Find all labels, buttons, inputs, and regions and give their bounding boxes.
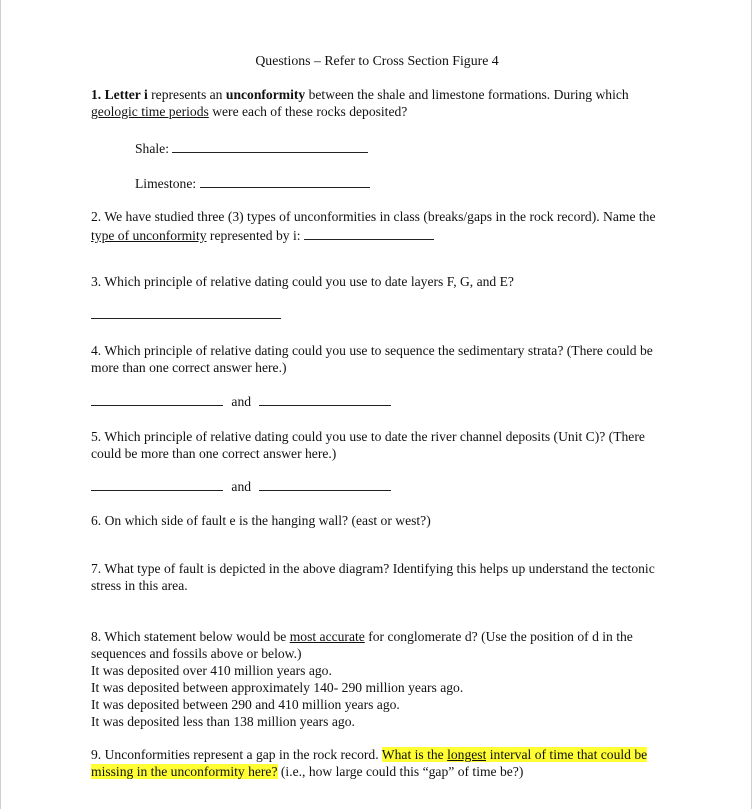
q1-shale-row [135,138,368,157]
q2-text-1: 2. We have studied three (3) types of unconformities in class (breaks/gaps in the rock record). Name the [91,209,656,224]
question-2 [91,208,671,244]
question-8 [91,628,666,662]
q1-number-letter: 1. Letter i [91,87,148,102]
q2-answer-blank[interactable] [304,225,434,240]
q1-shale-answer-blank[interactable] [172,138,368,153]
page-title: Questions – Refer to Cross Section Figure 4 [255,53,499,68]
question-4: 4. Which principle of relative dating could you use to sequence the sedimentary strata? (There could be more than one correct answer here.) [91,343,653,375]
q4-and-label: and [231,394,252,409]
question-1 [91,86,666,120]
q1-text-1: represents an [147,87,226,102]
q1-limestone-label: Limestone: [135,176,197,191]
q5-and-label: and [231,479,252,494]
question-9 [91,746,666,780]
q1-text-2: between the shale and limestone formations. During which [305,87,629,102]
q3-answer-blank[interactable] [91,304,281,319]
q1-underlined-periods: geologic time periods [91,104,209,119]
q8-text-1: 8. Which statement below would be [91,629,290,644]
q9-text-1: 9. Unconformities represent a gap in the rock record. [91,747,382,762]
q4-answer-blank-2[interactable] [259,391,391,406]
q1-text-3: were each of these rocks deposited? [208,104,408,119]
q8-underlined-accurate: most accurate [289,629,365,644]
question-3: 3. Which principle of relative dating could you use to date layers F, G, and E? [91,274,514,289]
q5-answer-blank-2[interactable] [259,476,391,491]
q3-answer-row [91,304,281,323]
question-7: 7. What type of fault is depicted in the above diagram? Identifying this helps up understand the tectonic stress in this area. [91,561,655,593]
q8-option-1[interactable]: It was deposited over 410 million years ago. [91,663,332,678]
q1-limestone-answer-blank[interactable] [200,173,370,188]
q1-shale-label: Shale: [135,141,169,156]
q9-highlight-longest: longest [447,747,487,762]
q9-text-2: (i.e., how large could this “gap” of time be?) [277,764,524,779]
q5-answer-blank-1[interactable] [91,476,223,491]
q8-option-2[interactable]: It was deposited between approximately 140- 290 million years ago. [91,680,464,695]
q8-text-2: for conglomerate d? (Use the position of d in the sequences and fossils above or below.) [91,629,633,661]
q2-text-2: represented by i: [206,228,301,243]
q2-underlined-type: type of unconformity [91,228,207,243]
q4-answer-blank-1[interactable] [91,391,223,406]
q5-answer-row [91,476,391,495]
q1-bold-unconformity: unconformity [225,87,306,102]
q1-limestone-row [135,173,370,192]
q8-option-4[interactable]: It was deposited less than 138 million years ago. [91,714,355,729]
question-5: 5. Which principle of relative dating could you use to date the river channel deposits (Unit C)? (There could be more than one correct answer here.) [91,429,645,461]
q9-highlight-2: interval of time that could be missing in the unconformity here? [91,747,648,779]
q8-option-3[interactable]: It was deposited between 290 and 410 million years ago. [91,697,400,712]
q4-answer-row [91,391,391,410]
q9-highlight-1: What is the [381,747,448,762]
question-6: 6. On which side of fault e is the hanging wall? (east or west?) [91,513,431,528]
